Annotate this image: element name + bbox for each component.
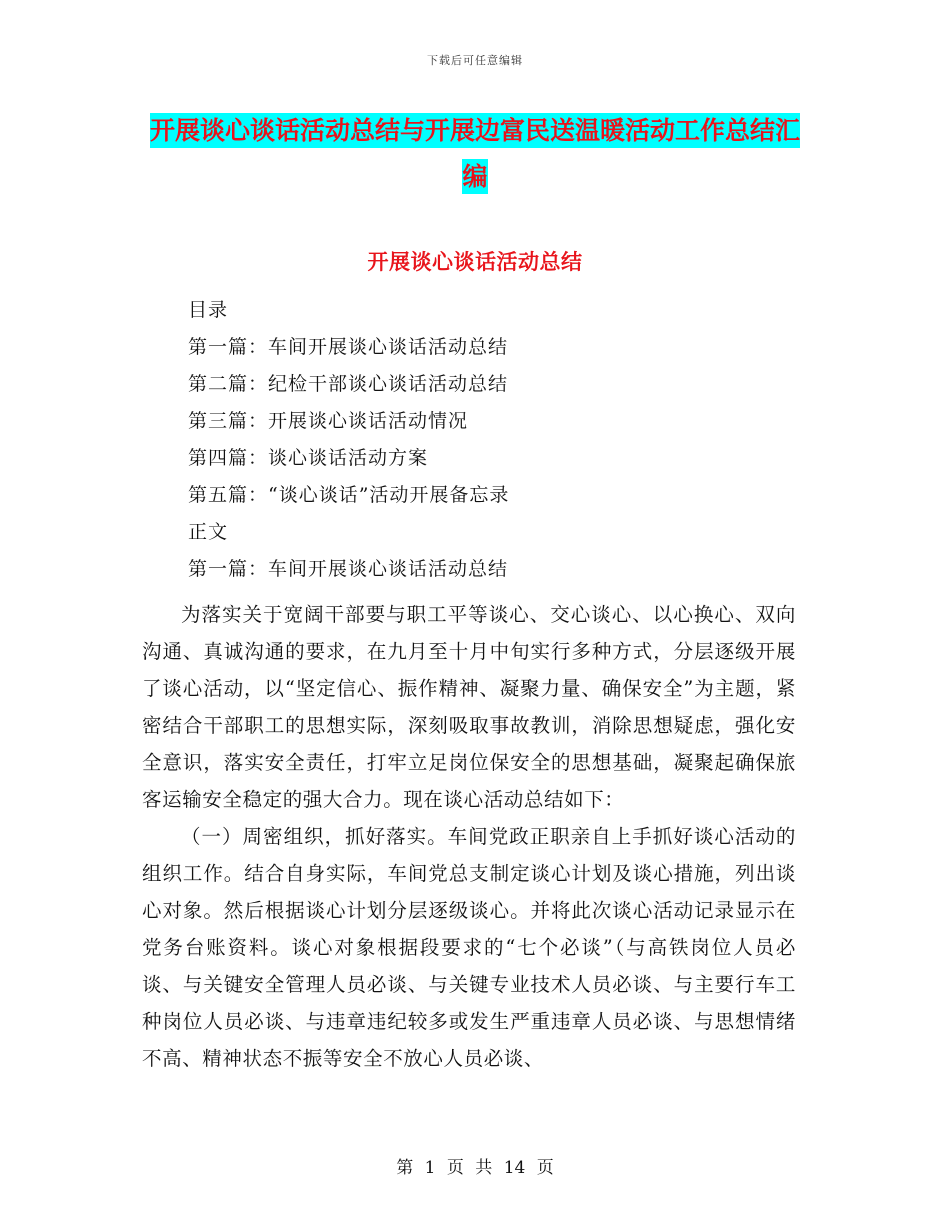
- document-title: [140, 108, 810, 200]
- table-of-contents: [188, 292, 828, 588]
- toc-item: 正文: [188, 521, 229, 543]
- toc-item: 第一篇：车间开展谈心谈话活动总结: [188, 336, 509, 358]
- toc-item: 第四篇：谈心谈话活动方案: [188, 447, 429, 469]
- toc-item: 第二篇：纪检干部谈心谈话活动总结: [188, 373, 509, 395]
- toc-item: 目录: [188, 299, 229, 321]
- body-text: [142, 596, 796, 1077]
- toc-item: 第一篇：车间开展谈心谈话活动总结: [188, 558, 509, 580]
- toc-item: 第三篇：开展谈心谈话活动情况: [188, 410, 469, 432]
- page-number: 第 1 页 共 14 页: [396, 1158, 554, 1178]
- toc-item: 第五篇：“谈心谈话”活动开展备忘录: [188, 484, 510, 506]
- page-header-note: 下载后可任意编辑: [427, 54, 523, 67]
- document-title-text: 开展谈心谈话活动总结与开展边富民送温暖活动工作总结汇编: [150, 113, 800, 194]
- body-paragraph: （一）周密组织，抓好落实。车间党政正职亲自上手抓好谈心活动的组织工作。结合自身实际，车间党总支制定谈心计划及谈心措施，列出谈心对象。然后根据谈心计划分层逐级谈心。并将此次谈心活动记录显示在党务台账资料。谈心对象根据段要求的“七个必谈”（与高铁岗位人员必谈、与关键安全管理人员必谈、与关键专业技术人员必谈、与主要行车工种岗位人员必谈、与违章违纪较多或发生严重违章人员必谈、与思想情绪不高、精神状态不振等安全不放心人员必谈、: [142, 825, 796, 1070]
- body-paragraph: 为落实关于宽阔干部要与职工平等谈心、交心谈心、以心换心、双向沟通、真诚沟通的要求，在九月至十月中旬实行多种方式，分层逐级开展了谈心活动，以“坚定信心、振作精神、凝聚力量、确保安全”为主题，紧密结合干部职工的思想实际，深刻吸取事故教训，消除思想疑虑，强化安全意识，落实安全责任，打牢立足岗位保安全的思想基础，凝聚起确保旅客运输安全稳定的强大合力。现在谈心活动总结如下：: [142, 603, 796, 811]
- section-title: 开展谈心谈话活动总结: [367, 250, 583, 274]
